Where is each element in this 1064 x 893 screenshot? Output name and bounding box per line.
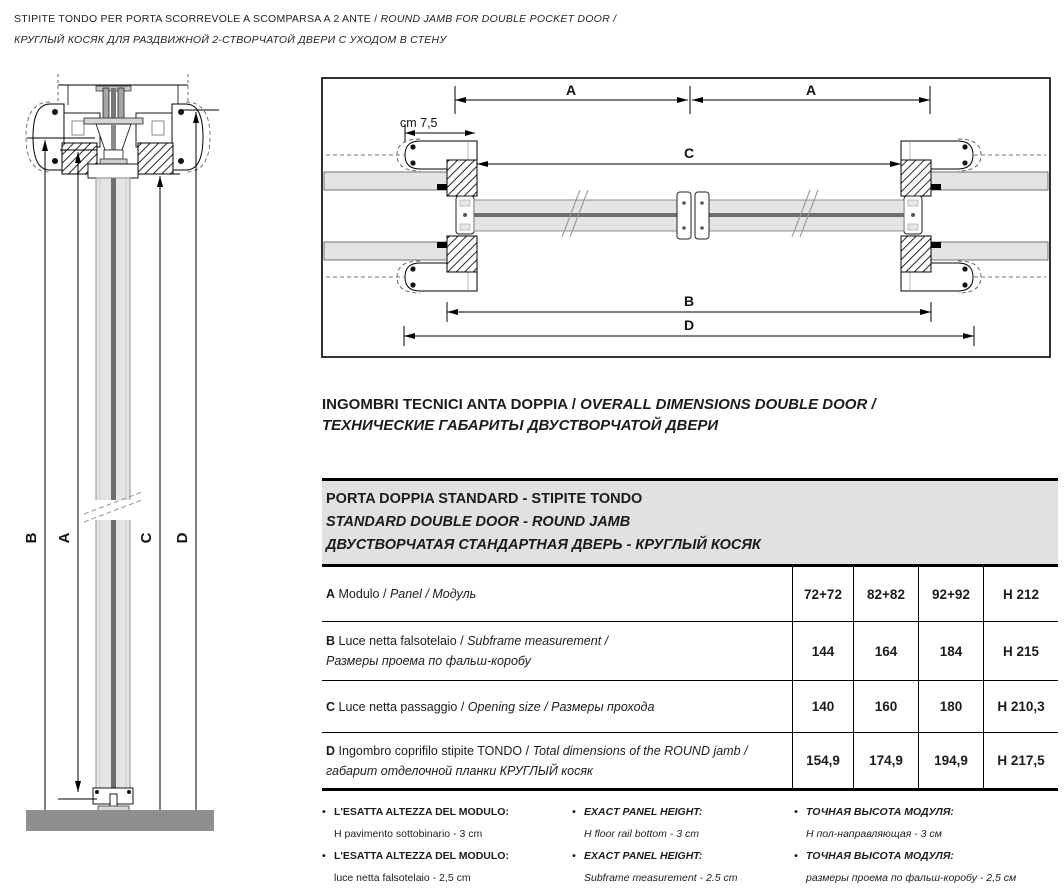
bullet-icon: •	[322, 850, 326, 862]
row-label: B Luce netta falsotelaio / Subframe measurement / Размеры проема по фальш-коробу	[326, 634, 609, 668]
table-header	[322, 478, 1058, 567]
round-jamb-profile-right	[172, 104, 203, 170]
table-cell-value: H 217,5	[983, 733, 1058, 788]
dim-label-b: B	[683, 293, 695, 309]
table-row	[322, 732, 1058, 788]
table-cell-value: H 210,3	[983, 681, 1058, 732]
bullet-icon: •	[572, 850, 576, 862]
door-panel-section	[84, 178, 142, 790]
horizontal-section-drawing	[318, 70, 1064, 370]
gasket-detail	[52, 109, 58, 115]
page-title	[14, 9, 616, 51]
dim-label-a-vertical: A	[56, 532, 73, 544]
page-title-line1: STIPITE TONDO PER PORTA SCORREVOLE A SCOMPARSA A 2 ANTE / ROUND JAMB FOR DOUBLE POCKET DOOR /	[14, 13, 617, 25]
footnote-item: • L'ESATTA ALTEZZA DEL MODULO: H pavimento sottobinario - 3 cm	[322, 806, 509, 840]
floor-guide	[93, 788, 133, 811]
row-label: C Luce netta passaggio / Opening size / Размеры прохода	[326, 699, 655, 714]
table-cell-value: 82+82	[853, 567, 918, 621]
section-heading-line1: INGOMBRI TECNICI ANTA DOPPIA / OVERALL DIMENSIONS DOUBLE DOOR /	[322, 396, 876, 413]
table-cell-value: 164	[853, 622, 918, 680]
bullet-icon: •	[794, 806, 798, 818]
footnote-item: • ТОЧНАЯ ВЫСОТА МОДУЛЯ: H пол-направляющая - 3 см	[794, 806, 954, 840]
top-track-assembly	[26, 74, 210, 178]
table-header-line3: ДВУСТВОРЧАТАЯ СТАНДАРТНАЯ ДВЕРЬ - КРУГЛЫЙ КОСЯК	[326, 537, 761, 553]
footnote-column-russian	[794, 806, 1064, 893]
table-cell-value: 174,9	[853, 733, 918, 788]
table-cell-value: 72+72	[792, 567, 853, 621]
table-cell-value: 184	[918, 622, 983, 680]
table-cell-value: 144	[792, 622, 853, 680]
table-cell-value: 194,9	[918, 733, 983, 788]
dim-label-c: C	[683, 145, 695, 161]
table-cell-value: H 215	[983, 622, 1058, 680]
footnote-item: • ТОЧНАЯ ВЫСОТА МОДУЛЯ: размеры проема по фальш-коробу - 2,5 см	[794, 850, 1017, 884]
table-header-line2: STANDARD DOUBLE DOOR - ROUND JAMB	[326, 514, 631, 530]
footnote-item: • EXACT PANEL HEIGHT: Subframe measurement - 2.5 cm	[572, 850, 738, 884]
section-heading	[322, 394, 876, 436]
footnote-item: • EXACT PANEL HEIGHT: H floor rail bottom - 3 cm	[572, 806, 703, 840]
subframe-hatch	[447, 160, 477, 196]
footnote-column-italian	[322, 806, 572, 893]
dim-label-c-vertical: C	[138, 532, 155, 544]
round-jamb-profile-left	[33, 104, 64, 170]
footnotes	[322, 806, 1064, 893]
dim-label-a1: A	[565, 82, 577, 98]
table-cell-value: 92+92	[918, 567, 983, 621]
meeting-stile	[677, 192, 691, 239]
dim-label-d-vertical: D	[174, 532, 191, 544]
table-row	[322, 621, 1058, 680]
row-label: D Ingombro coprifilo stipite TONDO / Total dimensions of the ROUND jamb / габарит отделочной планки КРУГЛЫЙ косяк	[326, 743, 748, 778]
spec-table	[322, 478, 1058, 791]
bullet-icon: •	[572, 806, 576, 818]
table-body	[322, 567, 1058, 791]
table-row	[322, 680, 1058, 732]
table-cell-value: 154,9	[792, 733, 853, 788]
section-heading-line2: ТЕХНИЧЕСКИЕ ГАБАРИТЫ ДВУСТВОРЧАТОЙ ДВЕРИ	[322, 417, 719, 434]
subframe-hatch-right	[138, 143, 173, 174]
table-header-line1: PORTA DOPPIA STANDARD - STIPITE TONDO	[326, 491, 643, 507]
table-cell-value: H 212	[983, 567, 1058, 621]
row-label: A Modulo / Panel / Модуль	[326, 587, 477, 601]
wall-bar	[324, 172, 449, 190]
table-cell-value: 180	[918, 681, 983, 732]
footnote-column-english	[572, 806, 794, 893]
page-title-line2: КРУГЛЫЙ КОСЯК ДЛЯ РАЗДВИЖНОЙ 2-СТВОРЧАТОЙ ДВЕРИ С УХОДОМ В СТЕНУ	[14, 34, 447, 46]
dim-label-a2: A	[805, 82, 817, 98]
bullet-icon: •	[794, 850, 798, 862]
dim-label-d: D	[683, 317, 695, 333]
vertical-section-drawing	[0, 55, 230, 840]
dim-label-b-vertical: B	[23, 532, 40, 544]
jamb-width-label: cm 7,5	[400, 116, 438, 130]
floor-slab	[26, 810, 214, 831]
table-cell-value: 140	[792, 681, 853, 732]
footnote-item: • L'ESATTA ALTEZZA DEL MODULO: luce netta falsotelaio - 2,5 cm	[322, 850, 509, 884]
table-cell-value: 160	[853, 681, 918, 732]
bullet-icon: •	[322, 806, 326, 818]
table-row	[322, 567, 1058, 621]
